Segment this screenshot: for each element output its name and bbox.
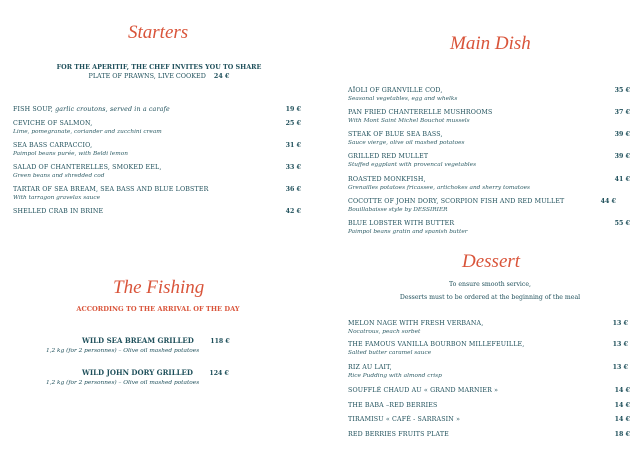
starter-item-price: 25 € bbox=[285, 120, 301, 127]
dessert-note-2: Desserts must to be ordered at the beginning of the meal bbox=[399, 294, 581, 301]
starter-item-name: TARTAR OF SEA BREAM, SEA BASS AND BLUE LOBSTER bbox=[13, 186, 209, 193]
main-item-price: 39 € bbox=[614, 153, 630, 160]
main-item-name: ROASTED MONKFISH, bbox=[348, 176, 426, 183]
main-item-desc: Bouillabaisse style by DESSIRIER bbox=[348, 207, 448, 213]
dessert-item-desc: Nocatrous, peach sorbet bbox=[348, 329, 421, 335]
dessert-item-price: 14 € bbox=[614, 387, 630, 394]
dessert-title: Dessert bbox=[462, 251, 521, 272]
fishing-item-price: 118 € bbox=[210, 338, 230, 345]
fishing-title: The Fishing bbox=[113, 277, 205, 298]
main-item-desc: With Mont Saint Michel Bouchot mussels bbox=[348, 118, 470, 124]
main-item-desc: Stuffed eggplant with provencal vegetables bbox=[348, 162, 477, 168]
starter-item-inline-desc: garlic croutons, served in a carafe bbox=[55, 106, 170, 113]
starter-item-desc: Green beans and shredded cod bbox=[13, 173, 105, 179]
main-item-desc: Seasonal vegetables, egg and whelks bbox=[348, 96, 458, 102]
starter-item-name bbox=[13, 106, 170, 113]
fishing-item-name: WILD JOHN DORY GRILLED bbox=[82, 368, 193, 377]
main-item-price: 41 € bbox=[614, 176, 630, 183]
dessert-item-price: 18 € bbox=[614, 431, 630, 438]
dessert-item-price: 14 € bbox=[614, 416, 630, 423]
dessert-item-price: 13 € bbox=[612, 341, 628, 348]
starter-item-desc: Paimpol beans purée, with Beldi lemon bbox=[13, 151, 128, 157]
starters-title: Starters bbox=[128, 22, 189, 43]
main-item-price: 39 € bbox=[614, 131, 630, 138]
main-item-name: STEAK OF BLUE SEA BASS, bbox=[348, 131, 443, 138]
main-item-price: 55 € bbox=[614, 220, 630, 227]
dessert-item-name: MELON NAGE WITH FRESH VERBANA, bbox=[348, 320, 484, 327]
dessert-item-desc: Rice Pudding with almond crisp bbox=[348, 373, 442, 379]
main-item-name: COCOTTE OF JOHN DORY, SCORPION FISH AND RED MULLET bbox=[348, 198, 565, 205]
starter-item-name: SHELLED CRAB IN BRINE bbox=[13, 208, 104, 215]
main-item-price: 37 € bbox=[614, 109, 630, 116]
dessert-item-name: RED BERRIES FRUITS PLATE bbox=[348, 431, 449, 438]
starter-item-name: SEA BASS CARPACCIO, bbox=[13, 142, 93, 149]
starter-item-name: CEVICHE OF SALMON, bbox=[13, 120, 93, 127]
fishing-item-desc: 1,2 kg (for 2 personnes) – Olive oil mashed potatoes bbox=[46, 380, 200, 386]
starter-item-desc: Lime, pomegranate, coriander and zucchini cream bbox=[13, 129, 162, 135]
dessert-item-name: SOUFFLÉ CHAUD AU « GRAND MARNIER » bbox=[348, 387, 499, 394]
main-item-desc: Paimpol beans gratin and spanish butter bbox=[348, 229, 468, 235]
main-item-name: GRILLED RED MULLET bbox=[348, 153, 429, 160]
starter-item-price: 36 € bbox=[285, 186, 301, 193]
dessert-item-price: 14 € bbox=[614, 402, 630, 409]
dessert-item-name: THE BABA –RED BERRIES bbox=[348, 402, 438, 409]
aperitif-line-2 bbox=[0, 72, 318, 80]
starter-item-price: 19 € bbox=[285, 106, 301, 113]
fishing-item-desc: 1,2 kg (for 2 personnes) – Olive oil mashed potatoes bbox=[46, 348, 200, 354]
fishing-subtitle: ACCORDING TO THE ARRIVAL OF THE DAY bbox=[76, 305, 240, 313]
dessert-item-desc: Salted butter caramel sauce bbox=[348, 350, 432, 356]
main-dish-title: Main Dish bbox=[450, 33, 531, 54]
starter-item-price: 33 € bbox=[285, 164, 301, 171]
starter-item-name-text: FISH SOUP, bbox=[13, 106, 53, 113]
dessert-item-price: 13 € bbox=[612, 320, 628, 327]
starter-item-price: 31 € bbox=[285, 142, 301, 149]
main-item-price: 44 € bbox=[600, 198, 616, 205]
main-item-name: BLUE LOBSTER WITH BUTTER bbox=[348, 220, 455, 227]
fishing-item-price: 124 € bbox=[209, 370, 229, 377]
dessert-item-name: TIRAMISU « CAFÉ - SARRASIN » bbox=[348, 416, 461, 423]
main-item-name: PAN FRIED CHANTERELLE MUSHROOMS bbox=[348, 109, 493, 116]
aperitif-price: 24 € bbox=[213, 72, 230, 80]
dessert-item-name: THE FAMOUS VANILLA BOURBON MILLEFEUILLE, bbox=[348, 341, 525, 348]
main-item-name: AÏOLI OF GRANVILLE COD, bbox=[348, 87, 443, 94]
main-item-desc: Sauce vierge, olive oil mashed potatoes bbox=[348, 140, 465, 146]
aperitif-line-1: FOR THE APERITIF, THE CHEF INVITES YOU TO SHARE bbox=[56, 63, 262, 71]
dessert-item-price: 13 € bbox=[612, 364, 628, 371]
main-item-price: 35 € bbox=[614, 87, 630, 94]
starter-item-desc: With tarragon gravelax sauce bbox=[13, 195, 101, 201]
main-item-desc: Grenailles potatoes fricassee, artichokes and sherry tomatoes bbox=[348, 185, 531, 191]
fishing-item-name: WILD SEA BREAM GRILLED bbox=[82, 336, 194, 345]
starter-item-name: SALAD OF CHANTERELLES, SMOKED EEL, bbox=[13, 164, 162, 171]
starter-item-price: 42 € bbox=[285, 208, 301, 215]
dessert-note-1: To ensure smooth service, bbox=[448, 281, 532, 288]
aperitif-text: PLATE OF PRAWNS, LIVE COOKED bbox=[88, 72, 206, 80]
dessert-item-name: RIZ AU LAIT, bbox=[348, 364, 392, 371]
